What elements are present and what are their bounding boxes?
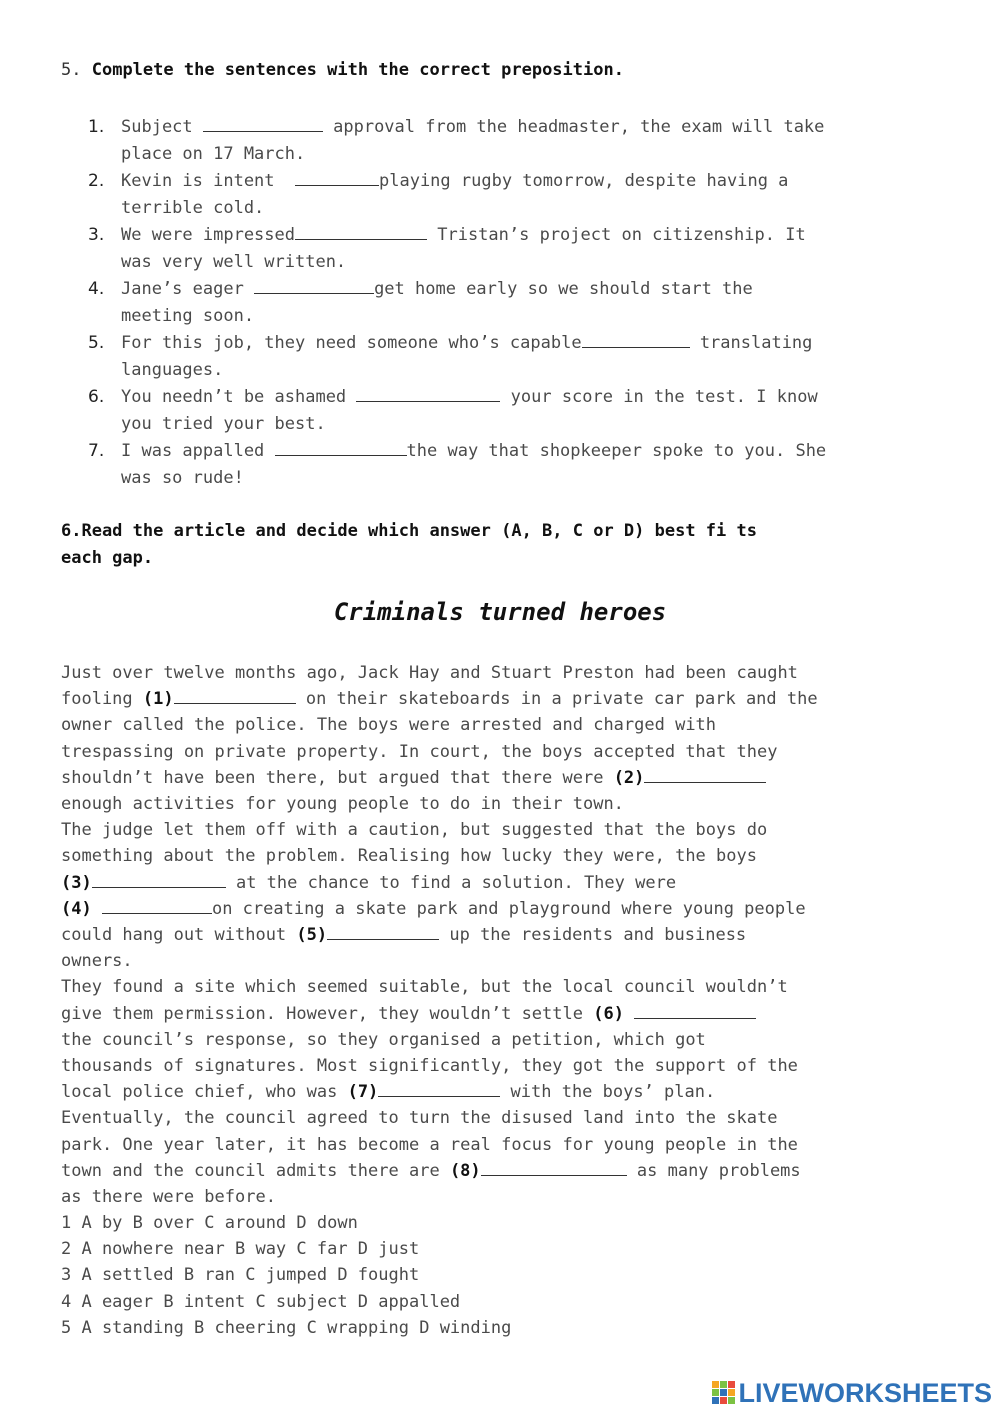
answer-blank[interactable]	[295, 169, 379, 186]
section-5-heading: 5. Complete the sentences with the correct preposition.	[61, 60, 624, 80]
answer-options	[61, 1210, 511, 1341]
answer-blank[interactable]	[254, 277, 374, 294]
answer-blank[interactable]	[275, 439, 407, 456]
answer-blank[interactable]	[295, 223, 427, 240]
article-title: Criminals turned heroes	[333, 598, 667, 626]
section-6-heading: 6.Read the article and decide which answer (A, B, C or D) best fi ts each gap.	[61, 521, 757, 568]
list-item: 2. Kevin is intent playing rugby tomorrow, despite having a terrible cold.	[88, 171, 789, 218]
gap-number: (4)	[61, 898, 102, 919]
gap-number: (5)	[296, 925, 328, 946]
gap-number: (1)	[142, 689, 174, 710]
option-line: 3 A settled B ran C jumped D fought	[61, 1265, 420, 1286]
option-line: 4 A eager B intent C subject D appalled	[61, 1291, 461, 1312]
list-item: 6. You needn’t be ashamed your score in the test. I know you tried your best.	[88, 387, 818, 434]
answer-blank[interactable]	[203, 115, 323, 132]
list-item: 1. Subject approval from the headmaster, the exam will take place on 17 March.	[88, 117, 825, 164]
logo-text: LIVEWORKSHEETS	[738, 1377, 992, 1408]
answer-blank[interactable]	[356, 385, 500, 402]
gap-blank[interactable]	[644, 766, 766, 783]
gap-blank[interactable]	[327, 923, 439, 940]
liveworksheets-logo	[712, 1375, 992, 1411]
gap-number: (8)	[449, 1160, 481, 1181]
gap-blank[interactable]	[102, 897, 212, 914]
list-item: 3. We were impressed Tristan’s project on citizenship. It was very well written.	[88, 225, 806, 272]
gap-number: (2)	[613, 767, 645, 788]
article-body: Just over twelve months ago, Jack Hay and Stuart Preston had been caught fooling (1) on their skateboards in a private car park and the owner called the police. The boys were arrested and charged with trespassing on private property. In court, the boys accepted that they shouldn’t have been there, but argued that there were (2) enough activities for young people to do in their town. The judge let them off with a caution, but suggested that the boys do something about the problem. Realising how lucky they were, the boys (3) at the chance to find a solution. They were (4) on creating a skate park and playground where young people could hang out without (5) up the residents and business owners. They found a site which seemed suitable, but the local council wouldn’t give them permission. However, they wouldn’t settle (6) the council’s response, so they organised a petition, which got thousands of signatures. Most significantly, they got the support of the local police chief, who was (7) with the boys’ plan. Eventually, the council agreed to turn the disused land into the skate park. One year later, it has become a real focus for young people in the town and the council admits there are (8) as many problems as there were before.	[61, 663, 818, 1208]
answer-blank[interactable]	[582, 331, 690, 348]
gap-number: (3)	[61, 872, 92, 893]
gap-blank[interactable]	[634, 1002, 756, 1019]
gap-blank[interactable]	[92, 871, 226, 888]
option-line: 5 A standing B cheering C wrapping D winding	[61, 1317, 512, 1338]
list-item: 7. I was appalled the way that shopkeeper spoke to you. She was so rude!	[88, 441, 827, 488]
gap-number: (6)	[593, 1003, 635, 1024]
list-item: 4. Jane’s eager get home early so we should start the meeting soon.	[88, 279, 753, 326]
gap-number: (7)	[347, 1082, 379, 1103]
gap-blank[interactable]	[378, 1080, 500, 1097]
liveworksheets-logo-icon	[712, 1381, 736, 1405]
list-item: 5. For this job, they need someone who’s capable translating languages.	[88, 333, 813, 380]
gap-blank[interactable]	[174, 687, 296, 704]
option-line: 2 A nowhere near B way C far D just	[61, 1239, 420, 1260]
gap-blank[interactable]	[481, 1159, 627, 1176]
option-line: 1 A by B over C around D down	[61, 1213, 358, 1233]
sentence-list	[88, 114, 948, 492]
